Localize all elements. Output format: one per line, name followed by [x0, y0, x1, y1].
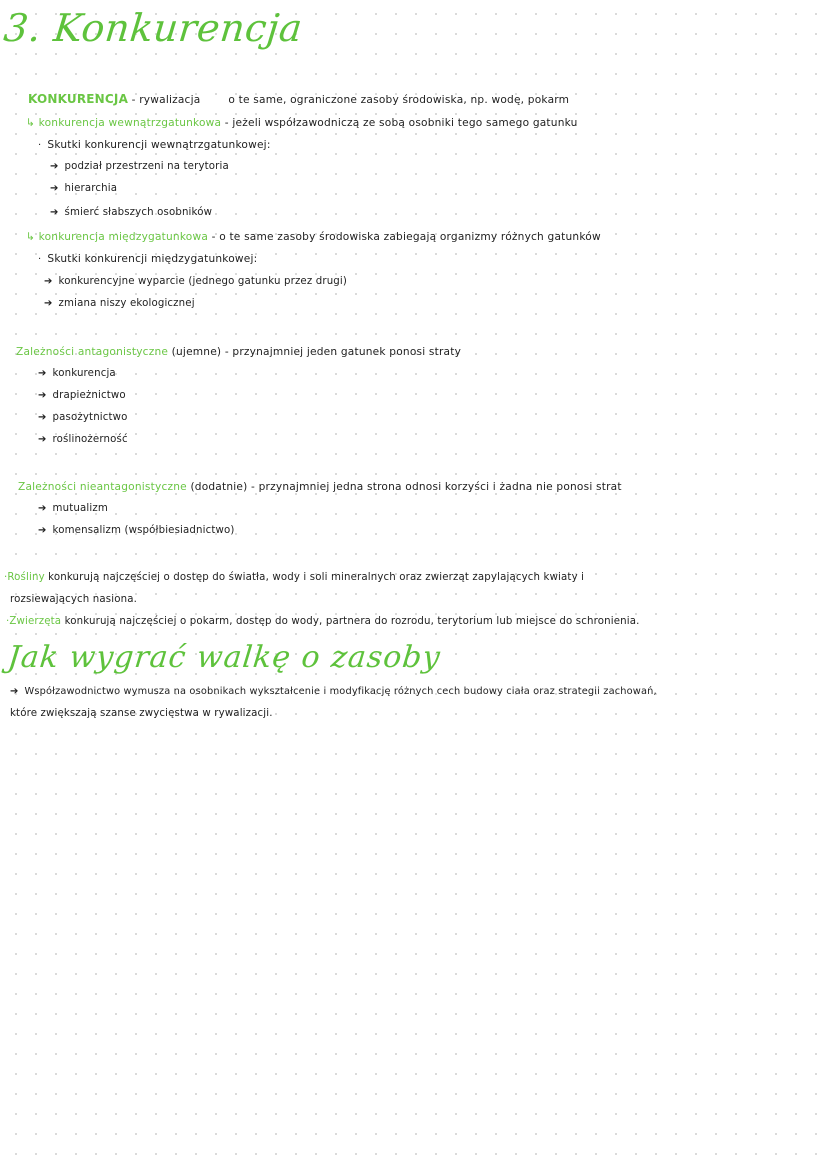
arrow-bullet-icon: ➔ [38, 412, 47, 423]
list-item: ➔ podział przestrzeni na terytoria [50, 161, 229, 172]
arrow-bullet-icon: ➔ [10, 686, 19, 697]
term-intraspecific: konkurencja wewnątrzgatunkowa [38, 117, 222, 129]
term-interspecific: konkurencja międzygatunkowa [38, 231, 209, 243]
antagonistic-line: Zależności antagonistyczne (ujemne) - przynajmniej jeden gatunek ponosi straty [16, 346, 462, 358]
arrow-bullet-icon: ➔ [50, 207, 59, 218]
term-animals: Zwierzęta [9, 616, 62, 627]
plants-line-2: rozsiewających nasiona. [10, 594, 137, 605]
intraspecific-effects-heading: · Skutki konkurencji wewnątrzgatunkowej: [38, 139, 271, 151]
interspecific-line: ↳ konkurencja międzygatunkowa - o te same zasoby środowiska zabiegają organizmy różnych gatunków [26, 231, 601, 243]
term-nonantagonistic: Zależności nieantagonistyczne [18, 481, 187, 493]
nonantagonistic-line: Zależności nieantagonistyczne (dodatnie) - przynajmniej jedna strona odnosi korzyści i żadna nie ponosi strat [18, 481, 622, 493]
animals-line: ·Zwierzęta konkurują najczęściej o pokarm, dostęp do wody, partnera do rozrodu, terytorium lub miejsce do schronienia. [6, 616, 640, 627]
page-title: 3. Konkurencja [1, 6, 305, 50]
how-line-1: ➔ Współzawodnictwo wymusza na osobnikach wykształcenie i modyfikację różnych cech budowy ciała oraz strategii zachowań, [10, 686, 657, 697]
list-item: ➔ konkurencja [38, 368, 116, 379]
interspecific-effects-heading: · Skutki konkurencji międzygatunkowej: [38, 253, 258, 265]
arrow-icon: ↳ [26, 231, 36, 243]
list-item: ➔ pasożytnictwo [38, 412, 128, 423]
arrow-bullet-icon: ➔ [38, 390, 47, 401]
list-item: ➔ komensalizm (współbiesiadnictwo) [38, 525, 235, 536]
arrow-bullet-icon: ➔ [38, 503, 47, 514]
term-antagonistic: Zależności antagonistyczne [16, 346, 169, 358]
arrow-bullet-icon: ➔ [50, 161, 59, 172]
how-line-2: które zwiększają szanse zwycięstwa w rywalizacji. [10, 708, 273, 719]
arrow-icon: ↳ [26, 117, 36, 129]
arrow-bullet-icon: ➔ [50, 183, 59, 194]
dot-icon: · [6, 616, 10, 627]
list-item: ➔ mutualizm [38, 503, 108, 514]
arrow-bullet-icon: ➔ [38, 525, 47, 536]
list-item: ➔ konkurencyjne wyparcie (jednego gatunku przez drugi) [44, 276, 348, 287]
arrow-bullet-icon: ➔ [44, 276, 53, 287]
term-plants: Rośliny [7, 572, 45, 583]
arrow-bullet-icon: ➔ [38, 368, 47, 379]
list-item: ➔ śmierć słabszych osobników [50, 207, 213, 218]
dot-icon: · [4, 572, 8, 583]
plants-line: ·Rośliny konkurują najczęściej o dostęp do światła, wody i soli mineralnych oraz zwierząt zapylających kwiaty i [4, 572, 585, 583]
list-item: ➔ drapieżnictwo [38, 390, 126, 401]
dot-icon: · [38, 140, 42, 151]
term-konkurencja: KONKURENCJA [28, 92, 129, 106]
intraspecific-line: ↳ konkurencja wewnątrzgatunkowa - jeżeli współzawodniczą ze sobą osobniki tego samego gatunku [26, 117, 578, 129]
list-item: ➔ zmiana niszy ekologicznej [44, 298, 195, 309]
arrow-bullet-icon: ➔ [38, 434, 47, 445]
dot-icon: · [38, 254, 42, 265]
list-item: ➔ hierarchia [50, 183, 118, 194]
section-subtitle: Jak wygrać walkę o zasoby [6, 640, 443, 675]
arrow-bullet-icon: ➔ [44, 298, 53, 309]
definition-line: KONKURENCJA - rywalizacja o te same, ograniczone zasoby środowiska, np. wodę, pokarm [28, 92, 570, 106]
list-item: ➔ roślinożerność [38, 434, 128, 445]
